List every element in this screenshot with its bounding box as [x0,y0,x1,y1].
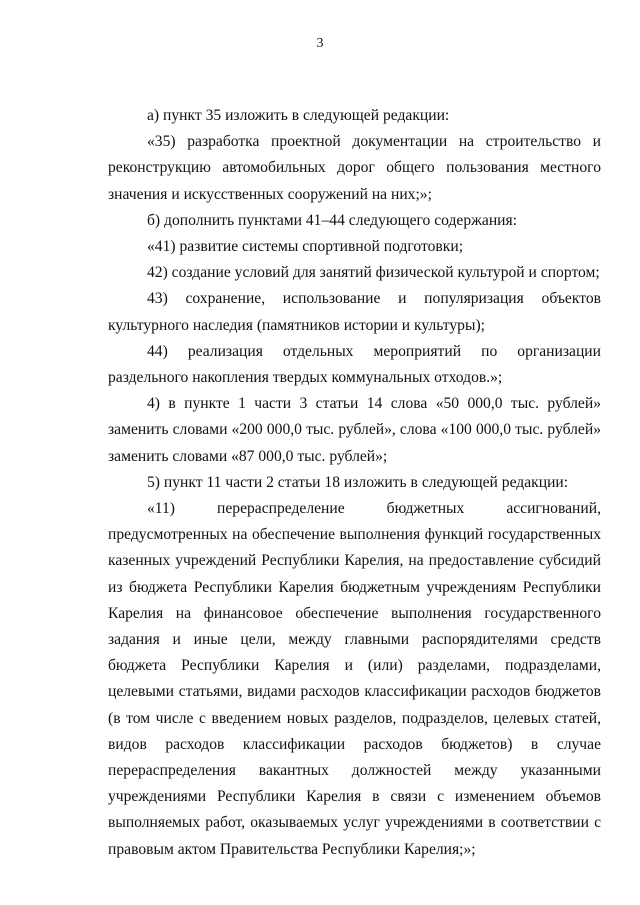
paragraph-point-35: «35) разработка проектной документации на строительство и реконструкцию автомобильных дорог общего пользования местного значения и искусственных сооружений на них;»; [108,133,601,203]
paragraph-item-4: 4) в пункте 1 части 3 статьи 14 слова «50 000,0 тыс. рублей» заменить словами «200 000,0 тыс. рублей», слова «100 000,0 тыс. рублей» заменить словами «87 000,0 тыс. рублей»; [108,395,601,465]
paragraph-item-a: а) пункт 35 изложить в следующей редакции: [147,107,450,124]
paragraph-point-11: «11) перераспределение бюджетных ассигнований, предусмотренных на обеспечение выполнения функций государственных казенных учреждений Республики Карелия, на предоставление субсидий из бюджета Республики Карелия бюджетным учреждениям Республики Карелия на финансовое обеспечение выполнения государственного задания и иные цели, между главными распорядителями средств бюджета Республики Карелия и (или) разделами, подразделами, целевыми статьями, видами расходов классификации расходов бюджетов (в том числе с введением новых разделов, подразделов, целевых статей, видов расходов классификации расходов бюджетов) в случае перераспределения вакантных должностей между указанными учреждениями Республики Карелия в связи с изменением объемов выполняемых работ, оказываемых услуг учреждениями в соответствии с правовым актом Правительства Республики Карелия;»; [108,500,601,858]
paragraph-point-43: 43) сохранение, использование и популяризация объектов культурного наследия (памятников истории и культуры); [108,290,601,334]
document-body [108,103,601,863]
paragraph-point-42: 42) создание условий для занятий физической культурой и спортом; [147,264,600,282]
paragraph-item-5: 5) пункт 11 части 2 статьи 18 изложить в следующей редакции: [147,473,569,491]
page-number: 3 [316,36,324,51]
paragraph-point-41: «41) развитие системы спортивной подготовки; [147,238,464,256]
paragraph-point-44: 44) реализация отдельных мероприятий по организации раздельного накопления твердых коммунальных отходов.»; [108,342,601,387]
paragraph-item-b: б) дополнить пунктами 41–44 следующего содержания: [147,211,518,229]
